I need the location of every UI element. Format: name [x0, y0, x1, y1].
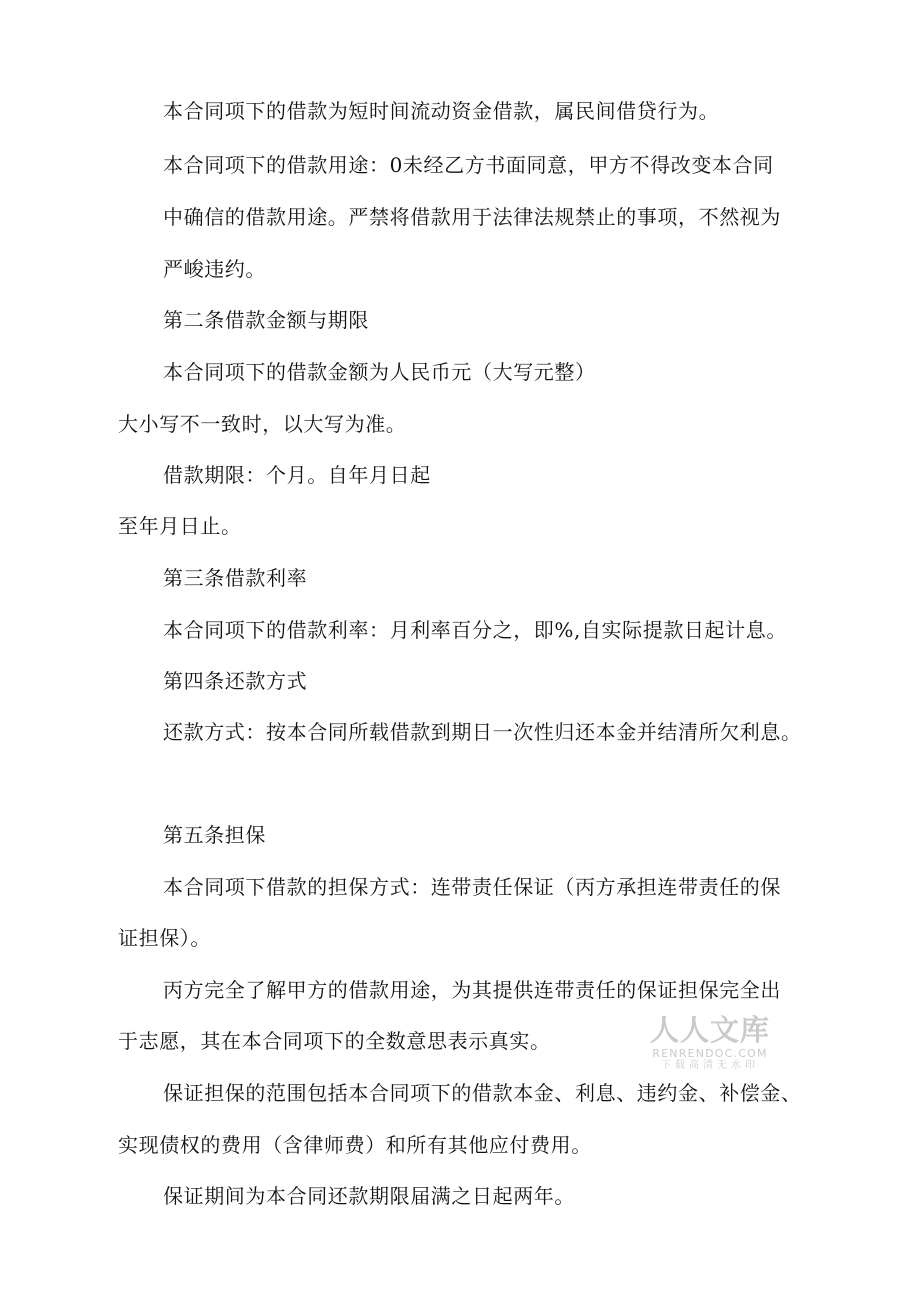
paragraph-line: 严峻违约。 — [163, 257, 266, 281]
paragraph-line: 本合同项下的借款利率：月利率百分之，即%,自实际提款日起计息。 — [163, 618, 787, 642]
watermark-logo — [648, 1013, 772, 1072]
paragraph-line: 保证担保的范围包括本合同项下的借款本金、利息、违约金、补偿金、 — [163, 1081, 802, 1105]
paragraph-line: 大小写不一致时，以大写为准。 — [118, 412, 407, 436]
paragraph-line: 于志愿，其在本合同项下的全数意思表示真实。 — [118, 1029, 551, 1053]
watermark-slogan: 下载高清无水印 — [661, 1060, 759, 1071]
paragraph-line: 丙方完全了解甲方的借款用途，为其提供连带责任的保证担保完全出 — [163, 978, 781, 1002]
paragraph-line: 本合同项下借款的担保方式：连带责任保证（丙方承担连带责任的保 — [163, 875, 781, 899]
paragraph-line: 中确信的借款用途。严禁将借款用于法律法规禁止的事项，不然视为 — [163, 205, 781, 229]
section-heading: 第五条担保 — [163, 823, 266, 847]
paragraph-line: 本合同项下的借款金额为人民币元（大写元整） — [163, 360, 596, 384]
watermark-domain: RENRENDOC.COM — [652, 1047, 768, 1060]
paragraph-line: 本合同项下的借款用途：0未经乙方书面同意，甲方不得改变本合同 — [163, 153, 774, 177]
section-heading: 第四条还款方式 — [163, 669, 308, 693]
watermark-title: 人人文库 — [649, 1013, 770, 1047]
paragraph-line: 本合同项下的借款为短时间流动资金借款，属民间借贷行为。 — [163, 99, 720, 123]
paragraph-line: 至年月日止。 — [118, 514, 242, 538]
section-heading: 第二条借款金额与期限 — [163, 308, 369, 332]
paragraph-line: 证担保）。 — [118, 926, 211, 950]
paragraph-line: 还款方式：按本合同所载借款到期日一次性归还本金并结清所欠利息。 — [163, 720, 802, 744]
section-heading: 第三条借款利率 — [163, 566, 308, 590]
paragraph-line: 借款期限：个月。自年月日起 — [163, 463, 431, 487]
paragraph-line: 保证期间为本合同还款期限届满之日起两年。 — [163, 1184, 575, 1208]
paragraph-line: 实现债权的费用（含律师费）和所有其他应付费用。 — [118, 1133, 592, 1157]
